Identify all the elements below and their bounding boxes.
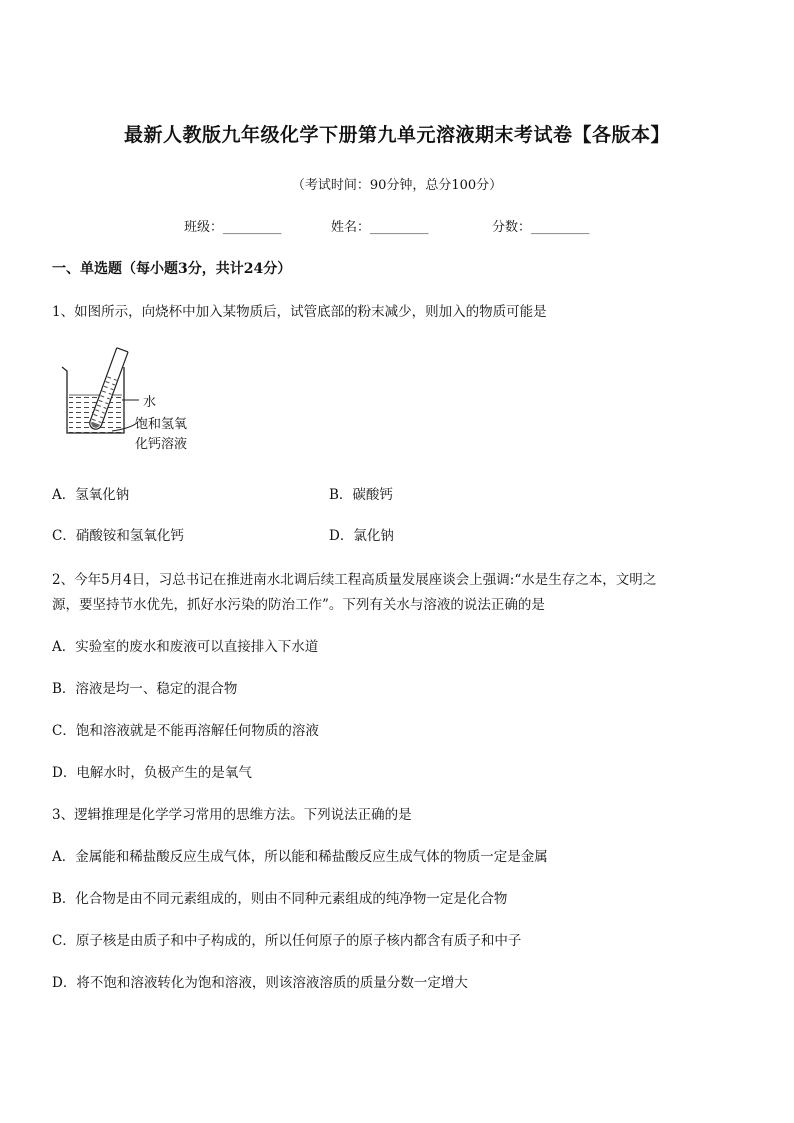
question-3-text: 3、逻辑推理是化学学习常用的思维方法。下列说法正确的是 (52, 807, 412, 823)
q2-option-b: B．溶液是均一、稳定的混合物 (52, 681, 238, 697)
exam-title: 最新人教版九年级化学下册第九单元溶液期末考试卷【各版本】 (123, 124, 670, 146)
question-1-text: 1、如图所示，向烧杯中加入某物质后，试管底部的粉末减少，则加入的物质可能是 (52, 304, 547, 320)
q3-option-a: A．金属能和稀盐酸反应生成气体，所以能和稀盐酸反应生成气体的物质一定是金属 (52, 849, 548, 865)
q3-option-c: C．原子核是由质子和中子构成的，所以任何原子的原子核内都含有质子和中子 (52, 933, 522, 949)
q1-option-c: C．硝酸铵和氢氧化钙 (52, 528, 184, 544)
q2-option-c: C．饱和溶液就是不能再溶解任何物质的溶液 (52, 723, 319, 739)
section-heading-single-choice: 一、单选题（每小题3分，共计24分） (52, 261, 292, 277)
q1-option-a: A．氢氧化钠 (52, 487, 130, 503)
q3-option-d: D．将不饱和溶液转化为饱和溶液，则该溶液溶质的质量分数一定增大 (52, 975, 468, 991)
figure-label-solution-line1: 饱和氢氧 (135, 417, 188, 432)
exam-duration-note: （考试时间：90分钟，总分100分） (291, 178, 503, 193)
score-field: 分数：_________ (492, 220, 590, 235)
class-field: 班级：_________ (184, 220, 282, 235)
figure-label-water: 水 (143, 395, 157, 410)
question-2-text-line2: 源，要坚持节水优先，抓好水污染的防治工作”。下列有关水与溶液的说法正确的是 (52, 597, 545, 613)
name-field: 姓名：_________ (331, 220, 429, 235)
q1-option-d: D．氯化钠 (329, 528, 394, 544)
figure-label-solution-line2: 化钙溶液 (135, 437, 188, 452)
question-2-text-line1: 2、今年5月4日，习总书记在推进南水北调后续工程高质量发展座谈会上强调:“水是生存之本，文明之 (52, 572, 657, 588)
q2-option-a: A．实验室的废水和废液可以直接排入下水道 (52, 639, 319, 655)
q1-option-b: B．碳酸钙 (329, 487, 393, 503)
q2-option-d: D．电解水时，负极产生的是氧气 (52, 765, 252, 781)
q3-option-b: B．化合物是由不同元素组成的，则由不同种元素组成的纯净物一定是化合物 (52, 891, 508, 907)
